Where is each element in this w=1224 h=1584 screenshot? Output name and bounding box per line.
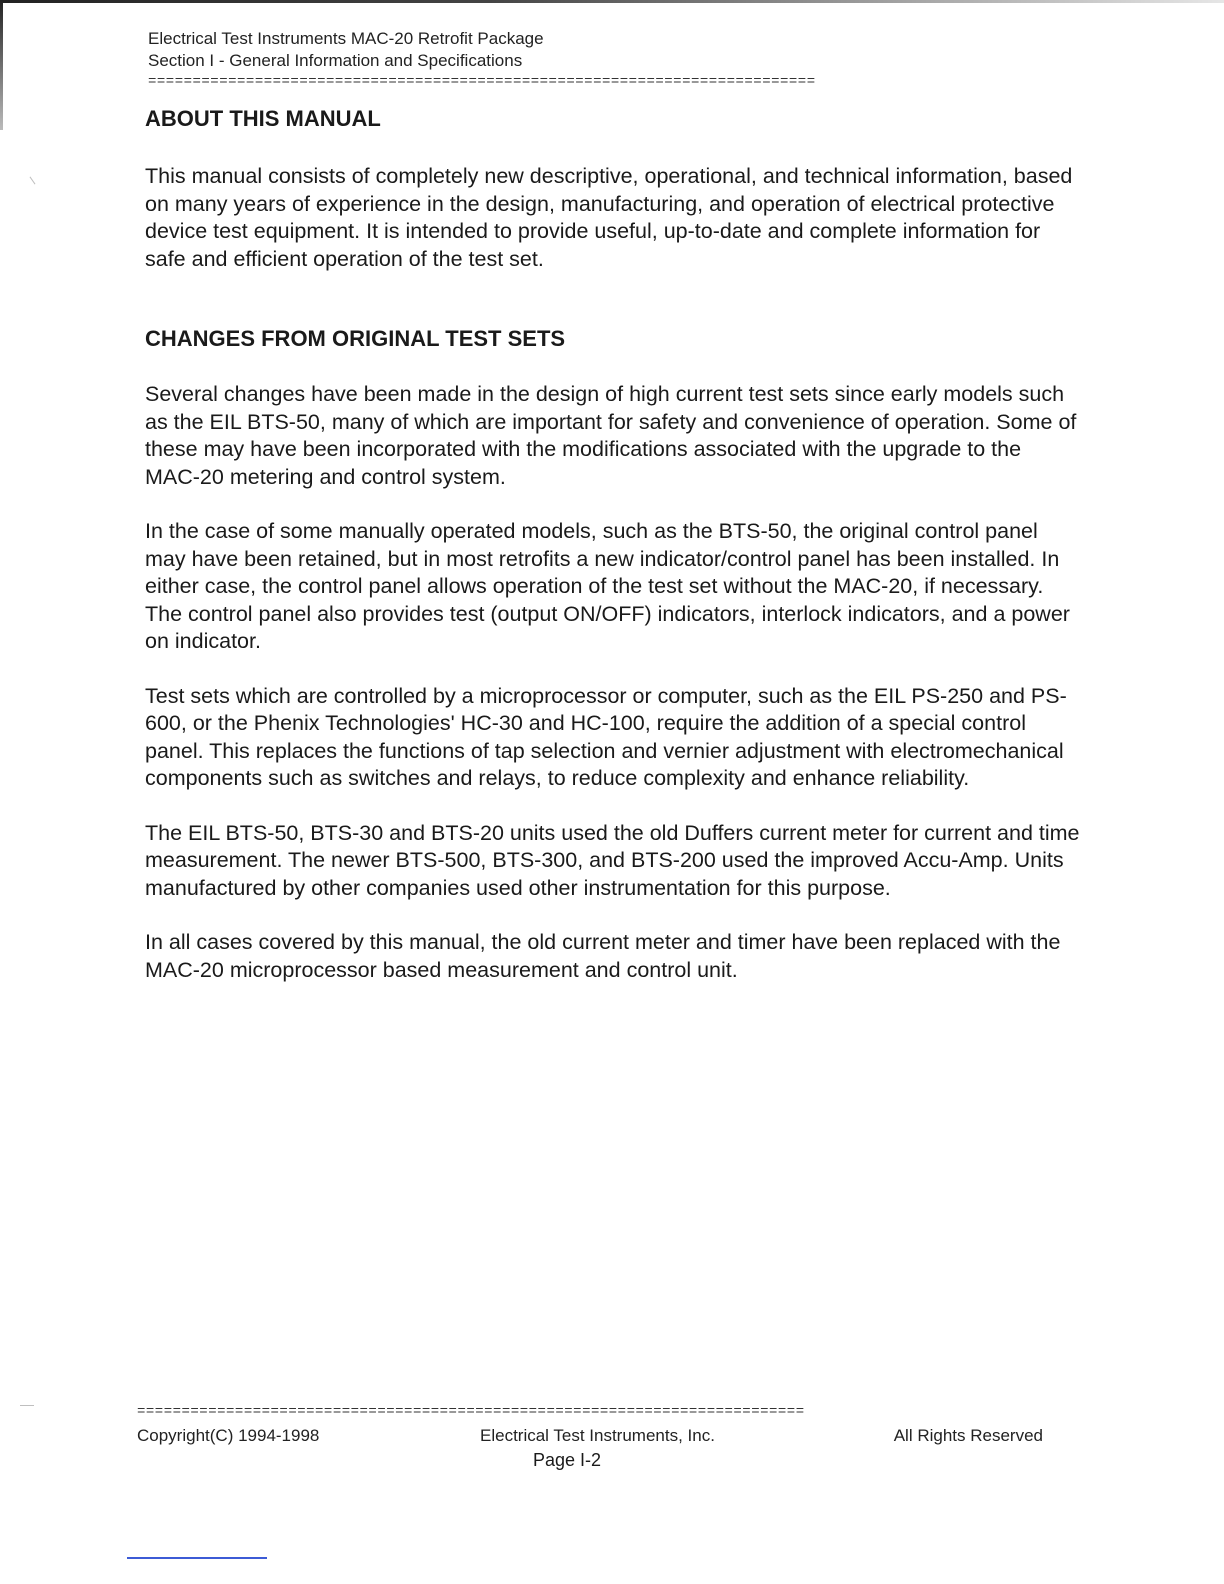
paragraph-changes-3: Test sets which are controlled by a microprocessor or computer, such as the EIL PS-250 and PS-600, or the Phenix Technologies' HC-30 and HC-100, require the addition of a special control panel. This replaces the functions of tap selection and vernier adjustment with electromechanical components such as switches and relays, to reduce complexity and enhance reliability. (145, 683, 1067, 790)
scan-bottom-line (127, 1557, 267, 1559)
section-heading-about: ABOUT THIS MANUAL (145, 106, 381, 131)
paragraph-changes-2: In the case of some manually operated models, such as the BTS-50, the original control panel may have been retained, but in most retrofits a new indicator/control panel has been installed. In either case, the control panel allows operation of the test set without the MAC-20, if necessary. The control panel also provides test (output ON/OFF) indicators, interlock indicators, and a power on indicator. (145, 519, 1070, 653)
paragraph-changes-5: In all cases covered by this manual, the old current meter and timer have been replaced with the MAC-20 microprocessor based measurement and control unit. (145, 930, 1061, 982)
page-number: Page I-2 (532, 1450, 602, 1470)
paragraph-changes-4: The EIL BTS-50, BTS-30 and BTS-20 units used the old Duffers current meter for current and time measurement. The newer BTS-500, BTS-300, and BTS-200 used the improved Accu-Amp. Units manufactured by other companies used other instrumentation for this purpose. (145, 820, 1080, 900)
page-footer (137, 1404, 1043, 1471)
header-section: Section I - General Information and Specifications (148, 51, 523, 70)
page-body (145, 104, 1080, 984)
header-rule: =========================================================================== (148, 74, 816, 90)
scan-edge-left (0, 0, 3, 130)
scan-edge-top (0, 0, 1224, 3)
footer-row (137, 1426, 1043, 1450)
paragraph-about: This manual consists of completely new descriptive, operational, and technical information, based on many years of experience in the design, manufacturing, and operation of electrical protective device test equipment. It is intended to provide useful, up-to-date and complete information for safe and efficient operation of the test set. (145, 164, 1073, 271)
section-heading-changes: CHANGES FROM ORIGINAL TEST SETS (145, 326, 566, 351)
header-title: Electrical Test Instruments MAC-20 Retrofit Package (148, 29, 544, 48)
footer-company: Electrical Test Instruments, Inc. (480, 1426, 715, 1445)
footer-copyright: Copyright(C) 1994-1998 (137, 1426, 320, 1445)
footer-rights: All Rights Reserved (893, 1426, 1043, 1445)
scan-speck (20, 1405, 34, 1406)
scan-speck (30, 177, 36, 185)
paragraph-changes-1: Several changes have been made in the design of high current test sets since early models such as the EIL BTS-50, many of which are important for safety and convenience of operation. Some of these may have been incorporated with the modifications associated with the upgrade to the MAC-20 metering and control system. (145, 382, 1077, 489)
page-header (148, 28, 1048, 90)
footer-rule: =========================================================================== (137, 1404, 805, 1420)
